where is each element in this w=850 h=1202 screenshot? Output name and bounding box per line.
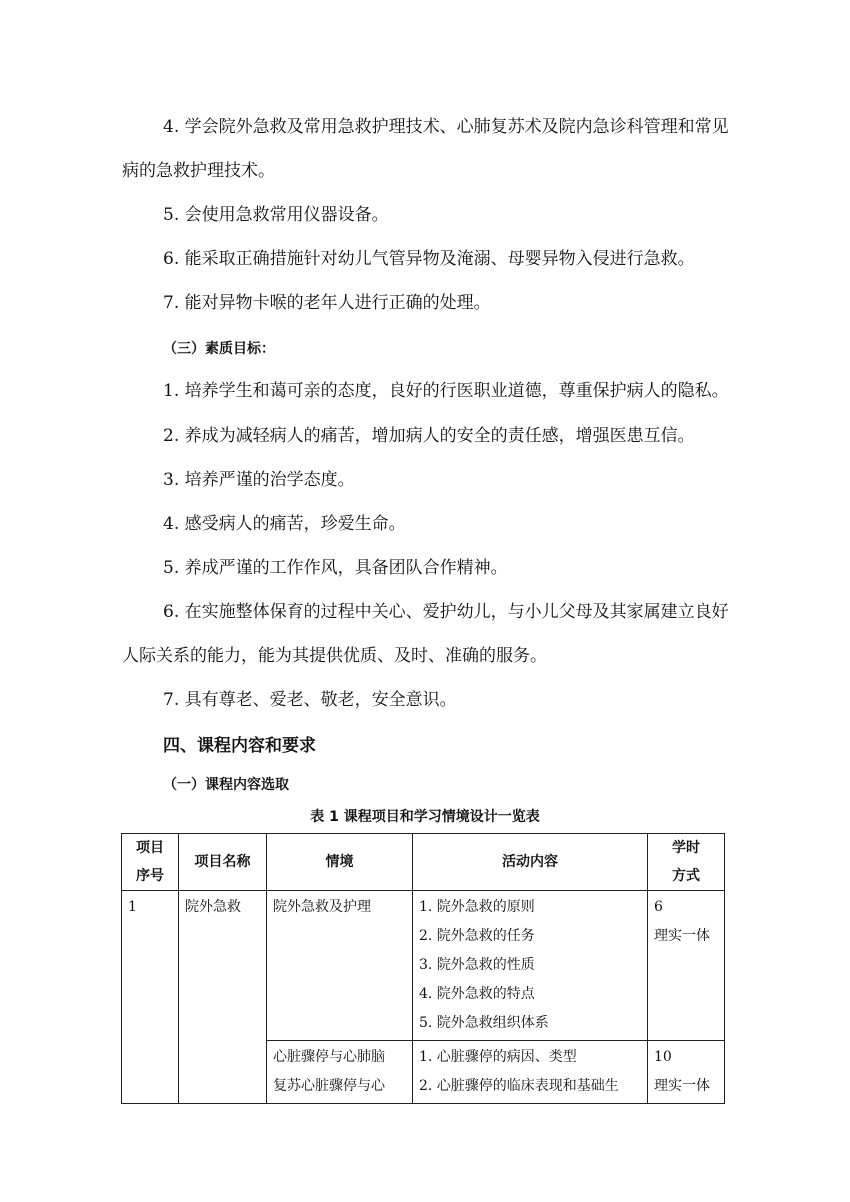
goal-6: 6. 能采取正确措施针对幼儿气管异物及淹溺、母婴异物入侵进行急救。 xyxy=(163,249,695,269)
row1-name-text: 院外急救 xyxy=(185,899,241,915)
section-4-subheading: （一）课程内容选取 xyxy=(163,777,289,793)
row1-activities2 xyxy=(413,1041,648,1104)
goal-7: 7. 能对异物卡喉的老年人进行正确的处理。 xyxy=(163,293,491,313)
course-table xyxy=(121,833,725,1104)
header-hours-line1: 学时 xyxy=(672,840,700,856)
header-seq-line2: 序号 xyxy=(136,868,164,884)
activity-item: 3. 院外急救的性质 xyxy=(419,957,535,973)
header-hours-line2: 方式 xyxy=(672,868,700,884)
goal-5: 5. 会使用急救常用仪器设备。 xyxy=(163,205,389,225)
row1-scene2 xyxy=(267,1041,413,1104)
activity-item: 2. 心脏骤停的临床表现和基础生 xyxy=(419,1078,619,1094)
activity-item: 1. 心脏骤停的病因、类型 xyxy=(419,1049,577,1065)
mode-value: 理实一体 xyxy=(654,1078,710,1094)
row1-scene1-text: 院外急救及护理 xyxy=(273,899,371,915)
row1-scene1 xyxy=(267,891,413,1041)
table-row xyxy=(122,891,725,1041)
activity-item: 2. 院外急救的任务 xyxy=(419,928,535,944)
activity-item: 1. 院外急救的原则 xyxy=(419,899,535,915)
row1-seq xyxy=(122,891,179,1104)
hours-value: 10 xyxy=(654,1049,672,1065)
row1-name xyxy=(179,891,267,1104)
hours-value: 6 xyxy=(654,899,663,915)
quality-goal-3: 3. 培养严谨的治学态度。 xyxy=(163,470,355,490)
scene2-line2: 复苏心脏骤停与心 xyxy=(273,1078,385,1094)
row1-hours2 xyxy=(648,1041,725,1104)
quality-goal-7: 7. 具有尊老、爱老、敬老，安全意识。 xyxy=(163,690,457,710)
header-scene: 情境 xyxy=(267,834,413,891)
row1-seq-text: 1 xyxy=(128,899,137,915)
quality-heading: （三）素质目标： xyxy=(163,341,275,357)
row1-hours1 xyxy=(648,891,725,1041)
section-4-heading: 四、课程内容和要求 xyxy=(163,736,316,756)
quality-goal-1: 1. 培养学生和蔼可亲的态度，良好的行医职业道德，尊重保护病人的隐私。 xyxy=(163,381,729,401)
header-activity: 活动内容 xyxy=(413,834,648,891)
header-hours xyxy=(648,834,725,891)
table-header-row xyxy=(122,834,725,891)
activity-item: 4. 院外急救的特点 xyxy=(419,986,535,1002)
quality-goal-6-line1: 6. 在实施整体保育的过程中关心、爱护幼儿，与小儿父母及其家属建立良好 xyxy=(163,602,729,622)
quality-goal-2: 2. 养成为减轻病人的痛苦，增加病人的安全的责任感，增强医患互信。 xyxy=(163,426,695,446)
header-name: 项目名称 xyxy=(179,834,267,891)
scene2-line1: 心脏骤停与心肺脑 xyxy=(273,1049,385,1065)
table-caption: 表 1 课程项目和学习情境设计一览表 xyxy=(310,809,540,825)
header-seq-line1: 项目 xyxy=(136,840,164,856)
mode-value: 理实一体 xyxy=(654,928,710,944)
goal-4-line1: 4. 学会院外急救及常用急救护理技术、心肺复苏术及院内急诊科管理和常见 xyxy=(163,117,729,137)
goal-4-line2: 病的急救护理技术。 xyxy=(122,161,275,181)
row1-activities1 xyxy=(413,891,648,1041)
quality-goal-5: 5. 养成严谨的工作作风，具备团队合作精神。 xyxy=(163,558,508,578)
quality-goal-4: 4. 感受病人的痛苦，珍爱生命。 xyxy=(163,514,406,534)
header-seq xyxy=(122,834,179,891)
quality-goal-6-line2: 人际关系的能力，能为其提供优质、及时、准确的服务。 xyxy=(122,646,547,666)
activity-item: 5. 院外急救组织体系 xyxy=(419,1015,549,1031)
